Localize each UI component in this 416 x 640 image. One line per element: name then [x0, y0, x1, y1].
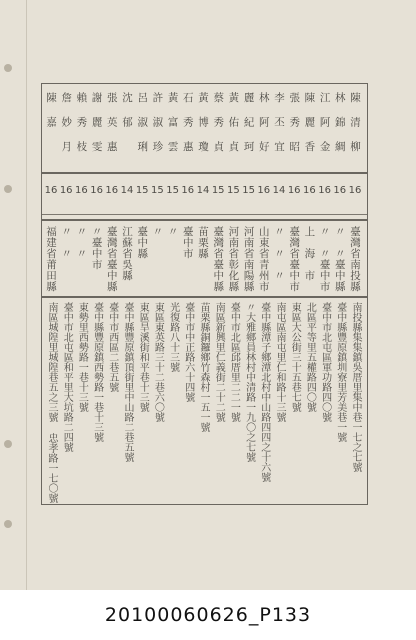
record-age: 16: [257, 185, 271, 196]
record-age: 16: [348, 185, 362, 196]
record-address: 南區新興里仁義街二十二號: [213, 302, 225, 422]
record-name: 詹妙月: [60, 92, 73, 166]
record-age: 14: [196, 185, 210, 196]
record-name: 黃佑貞: [227, 92, 240, 166]
record-address: 臺中市西區二巷五號: [106, 302, 118, 392]
row-divider: [42, 172, 367, 174]
record-age: 15: [227, 185, 240, 196]
row-divider: [42, 219, 367, 221]
record-name: 呂淑琍: [136, 92, 149, 166]
record-origin: 臺灣省臺中縣: [212, 226, 225, 292]
record-name: 江阿金: [318, 92, 331, 166]
record-origin: 〃 〃: [60, 226, 73, 259]
record-origin: 臺中市: [181, 226, 194, 259]
record-age: 16: [181, 185, 195, 196]
record-name: 張英惠: [105, 92, 118, 166]
record-origin: 臺灣省南投縣: [349, 226, 361, 292]
record-age: 16: [90, 185, 103, 196]
record-origin: 〃 〃 〃: [273, 226, 285, 281]
record-age: 15: [211, 185, 225, 196]
record-origin: 〃 〃臺中市: [318, 226, 331, 292]
record-name: 沈郁: [121, 92, 133, 141]
record-name: 陳嘉: [45, 92, 57, 141]
record-address: 臺中市北屯區和平里大坑路二四號: [61, 302, 73, 452]
record-name: 黃博瓊: [197, 92, 209, 166]
record-address: 南區城隍里城隍巷五之三號 忠孝路一七〇號: [46, 302, 57, 503]
record-address: 東區東英路三十二巷六〇號: [152, 302, 164, 422]
record-origin: 江蘇省吳縣: [121, 226, 133, 281]
record-address: 臺中縣豐原鎮圳寮里芳美巷一號: [334, 302, 346, 442]
record-name: 黃富雲: [166, 92, 179, 166]
record-name: 賴秀枝: [75, 92, 88, 166]
record-name: 許淑珍: [151, 92, 164, 166]
record-origin: 臺灣省臺中市: [288, 226, 301, 292]
record-origin: 臺灣省臺中縣: [105, 226, 118, 292]
record-origin: 上 海 市: [303, 226, 316, 281]
record-origin: 〃: [151, 226, 164, 237]
record-age: 15: [151, 185, 164, 196]
record-age: 15: [242, 185, 255, 196]
record-age: 16: [75, 185, 88, 196]
record-origin: 福建省莆田縣: [45, 226, 57, 292]
record-age: 16: [105, 185, 119, 196]
record-address: 東勢里西勢路一巷十三號: [76, 302, 88, 412]
record-address: 東區旱溪街和平巷十三號: [137, 302, 149, 412]
record-address: 〃大雅鄉員林村中清路一九〇之七號: [243, 302, 255, 462]
record-name: 李丕宜: [273, 92, 285, 166]
record-name: 陳麗香: [303, 92, 316, 166]
row-divider: [42, 214, 367, 215]
record-age: 15: [166, 185, 179, 196]
record-origin: 河南省南陽縣: [242, 226, 255, 292]
record-origin: 河南省彰化縣: [227, 226, 240, 292]
row-divider: [42, 296, 367, 298]
record-age: 14: [120, 185, 134, 196]
binding-stitch: [4, 440, 12, 448]
record-address: 南投縣集集鎮吳厝里集中巷一七之七號: [350, 302, 361, 472]
record-name: 陳清柳: [349, 92, 361, 166]
record-origin: 〃 〃臺中縣: [333, 226, 346, 292]
record-name: 蔡秀貞: [212, 92, 225, 166]
record-address: 東區大公街三十五巷七號: [289, 302, 301, 412]
record-address: 南屯區南屯里仁和路十三號: [274, 302, 285, 422]
record-origin: 〃: [166, 226, 179, 237]
record-age: 16: [318, 185, 331, 196]
record-name: 林阿好: [257, 92, 270, 166]
record-address: 臺中縣豐原鎮西勢路一巷十三號: [91, 302, 103, 442]
record-address: 臺中市北區邱厝里二二一號: [228, 302, 240, 422]
record-age: 16: [333, 185, 347, 196]
record-origin: 山東省青州市: [257, 226, 270, 292]
record-name: 林錦綢: [333, 92, 346, 166]
record-address: 臺中市中正路六十四號: [182, 302, 194, 402]
record-name: 石秀惠: [181, 92, 194, 166]
record-age: 16: [59, 185, 73, 196]
record-address: 苗栗縣銅鑼鄉竹森村一五一號: [198, 302, 209, 432]
record-age: 16: [287, 185, 301, 196]
roster-table: [41, 83, 368, 505]
record-address: 臺中市北屯區軍功路四〇號: [319, 302, 331, 422]
image-caption: 20100060626_P133: [0, 590, 416, 640]
record-name: 謝麗雯: [90, 92, 103, 166]
record-age: 16: [303, 185, 316, 196]
record-origin: 〃 〃: [75, 226, 88, 259]
record-age: 15: [135, 185, 149, 196]
record-address: 光復路八十三號: [167, 302, 179, 372]
record-age: 14: [272, 185, 286, 196]
binding-stitch: [4, 185, 12, 193]
record-name: 張秀昭: [288, 92, 301, 166]
binding-stitch: [4, 520, 12, 528]
binding-fold: [26, 0, 27, 590]
record-origin: 臺中縣: [136, 226, 149, 259]
record-origin: 苗栗縣: [197, 226, 209, 259]
record-age: 16: [44, 185, 58, 196]
record-address: 臺中縣潭子鄉潭北村中山路四四之十六號: [258, 302, 270, 482]
record-origin: 〃臺中市: [90, 226, 103, 270]
record-address: 臺中縣豐原鎮頂街里中山路二巷五號: [122, 302, 133, 462]
binding-stitch: [4, 64, 12, 72]
record-name: 麗紀珂: [242, 92, 255, 166]
record-address: 北區平等里五權路四〇號: [304, 302, 316, 412]
